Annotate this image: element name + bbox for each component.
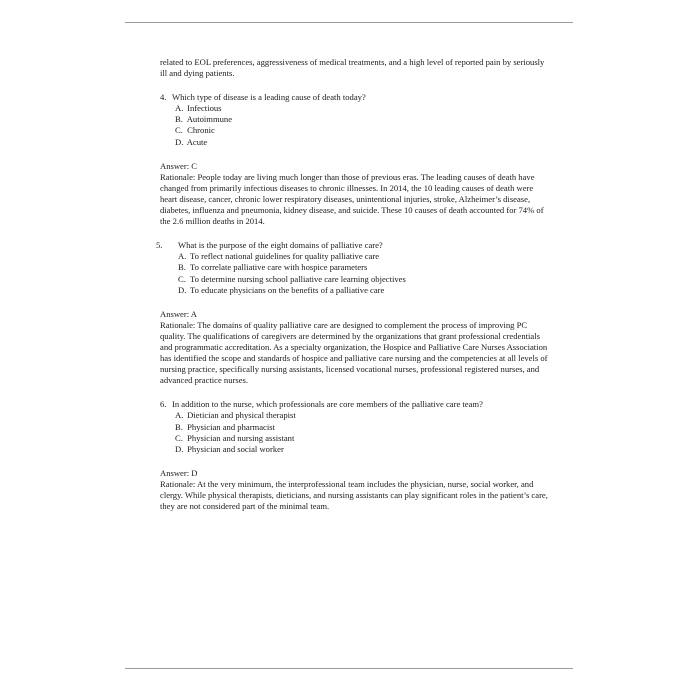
question-block-4 (160, 92, 548, 227)
question-5 (156, 240, 548, 251)
question-4-number: 4. (160, 92, 167, 103)
question-6-number: 6. (160, 399, 167, 410)
question-block-6 (160, 399, 548, 512)
option-4d: D. Acute (175, 136, 208, 147)
page-top-rule (125, 22, 573, 23)
option-6a: A. Dietician and physical therapist (175, 410, 296, 421)
option-5c: C. To determine nursing school palliative care learning objectives (178, 273, 406, 284)
option-5d: D. To educate physicians on the benefits of a palliative care (178, 284, 385, 295)
question-4-options (160, 103, 548, 147)
question-block-5 (156, 240, 548, 386)
rationale-4: Rationale: People today are living much longer than those of previous eras. The leading causes of death have changed from primarily infectious diseases to chronic illnesses. In 2014, the 10 leading causes of death were heart disease, cancer, chronic lower respiratory diseases, unintentional injuries, stroke, Alzheimer’s disease, diabetes, influenza and pneumonia, kidney disease, and suicide. These 10 causes of death accounted for 74% of the 2.6 million deaths in 2014. (160, 171, 544, 227)
document-page (156, 57, 548, 512)
question-6-options (160, 410, 548, 454)
intro-paragraph: related to EOL preferences, aggressiveness of medical treatments, and a high level of reported pain by seriously ill and dying patients. (160, 57, 545, 79)
option-6d: D. Physician and social worker (175, 443, 284, 454)
question-6 (160, 399, 548, 410)
option-4a: A. Infectious (175, 103, 222, 114)
option-4b: B. Autoimmune (175, 114, 233, 125)
question-6-text: In addition to the nurse, which professionals are core members of the palliative care team? (172, 399, 483, 410)
option-6b: B. Physician and pharmacist (175, 421, 275, 432)
rationale-6: Rationale: At the very minimum, the interprofessional team includes the physician, nurse, social worker, and clergy. While physical therapists, dieticians, and nursing assistants can play significant roles in the patient’s care, they are not considered part of the minimal team. (160, 478, 548, 512)
question-4 (160, 92, 548, 103)
page-bottom-rule (125, 668, 573, 669)
answer-6: Answer: D (160, 467, 198, 478)
option-5a: A. To reflect national guidelines for quality palliative care (178, 251, 380, 262)
answer-5: Answer: A (160, 308, 197, 319)
question-5-options (160, 251, 548, 295)
option-6c: C. Physician and nursing assistant (175, 432, 295, 443)
option-5b: B. To correlate palliative care with hospice parameters (178, 262, 368, 273)
option-4c: C. Chronic (175, 125, 215, 136)
rationale-5: Rationale: The domains of quality palliative care are designed to complement the process of improving PC quality. The qualifications of caregivers are determined by the organizations that grant professional credentials and programmatic accreditation. As a specialty organization, the Hospice and Palliative Care Nurses Association has identified the scope and standards of hospice and palliative care nursing and the competencies at all levels of nursing practice, specifically nursing assistants, licensed vocational nurses, professional registered nurses, and advanced practice nurses. (160, 319, 548, 386)
question-4-text: Which type of disease is a leading cause of death today? (172, 92, 366, 103)
question-5-text: What is the purpose of the eight domains of palliative care? (178, 240, 383, 251)
answer-4: Answer: C (160, 160, 197, 171)
question-5-number: 5. (156, 240, 163, 251)
